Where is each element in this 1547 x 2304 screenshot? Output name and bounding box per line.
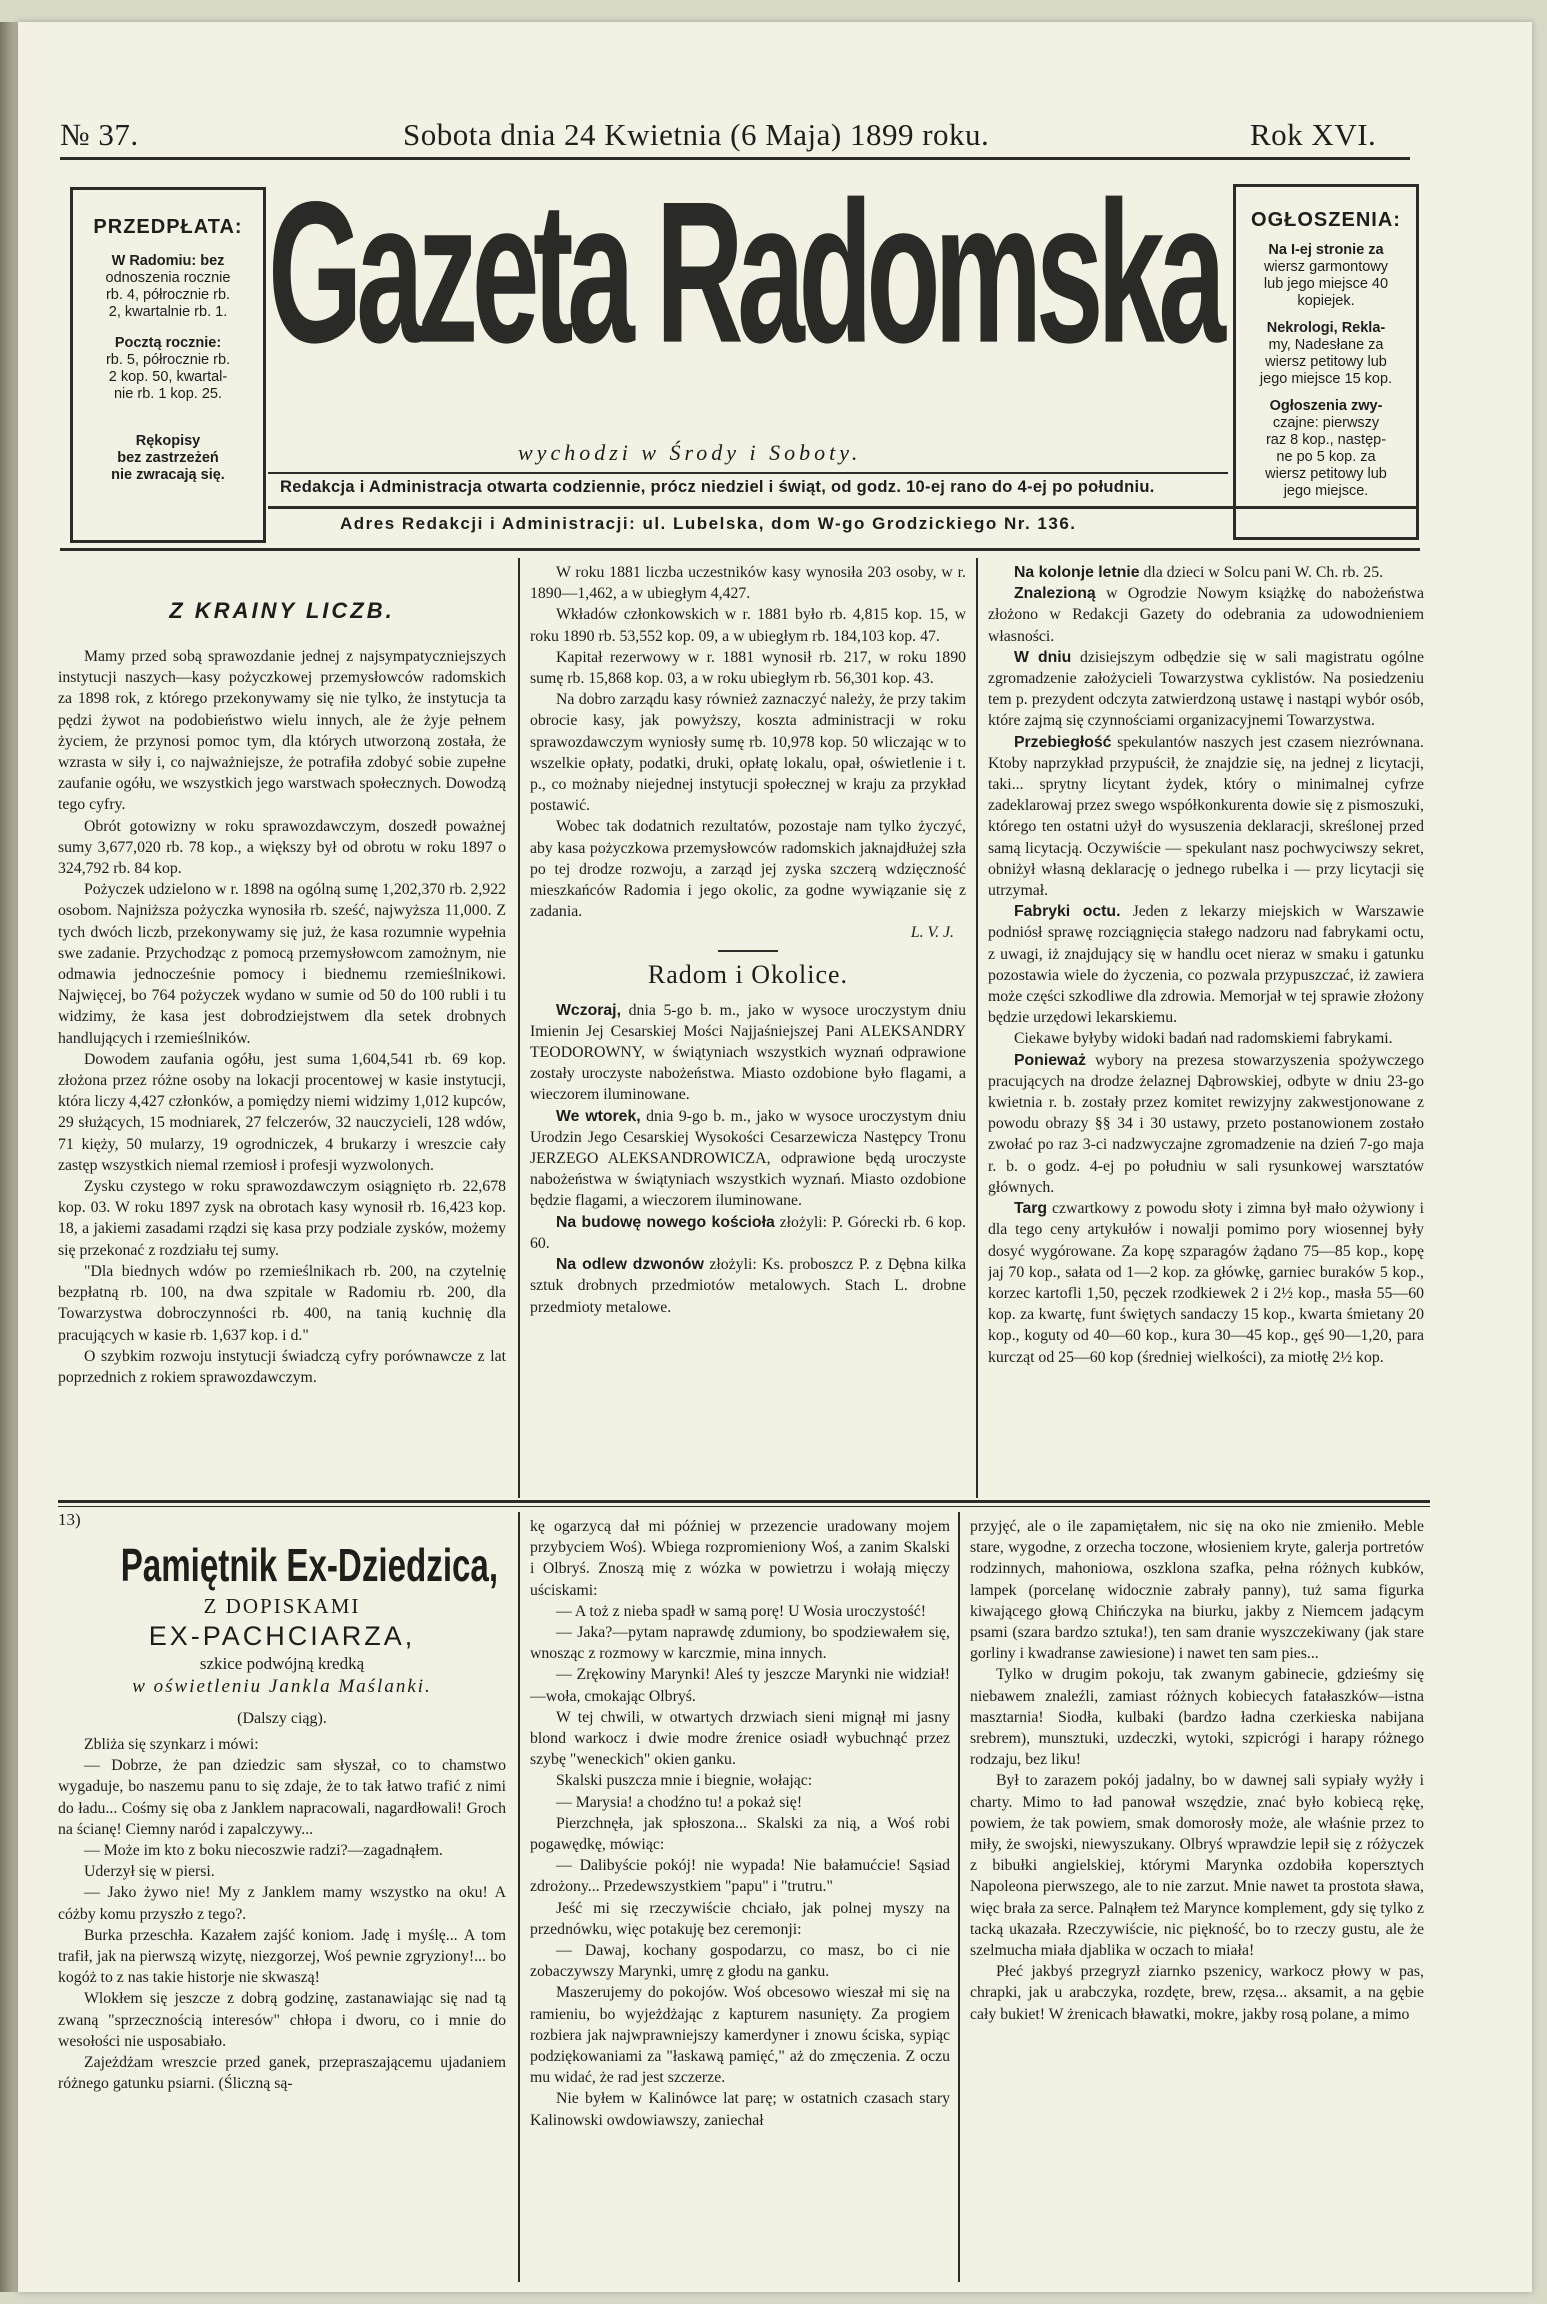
news-text: dzisiejszym odbędzie się w sali magistratu ogólne zgromadzenie założycieli Towarzystwa cyklistów. Na posiedzeniu tem p. prezydent odczyta zatwierdzoną ustawę i nastąpi wybór osób, które zajmą się czynnościami organizacyjnemi Towarzystwa. <box>988 648 1424 730</box>
feuilleton-paragraph: — Dalibyście pokój! nie wypada! Nie bałamućcie! Sąsiad zdrożony... Przedewszystkiem "papu" i "trutru." <box>530 1857 950 1896</box>
column-rule <box>976 558 978 1498</box>
feuilleton-paragraph: W tej chwili, w otwartych drzwiach sieni mignął mi jasny blond warkocz i dwie modre źrenice osiadł wybuchnąć przez szybę "weneckich" okien ganku. <box>530 1708 950 1769</box>
advertising-line: ne po 5 kop. za <box>1276 449 1376 465</box>
subscription-line: odnoszenia rocznie <box>105 270 231 286</box>
advertising-line: my, Nadesłane za <box>1268 337 1384 353</box>
article-paragraph: Obrót gotowizny w roku sprawozdawczym, doszedł poważnej sumy 3,677,020 rb. 78 kop., a większy był od obrotu w roku 1897 o 324,792 rb. 84 kop. <box>58 817 506 878</box>
news-text: czwartkowy z powodu słoty i zimna był mało ożywiony i dla tego ceny artykułów i nowalji pomimo pory wiosennej były dosyć wygórowane. Za kopę szparagów żądano 75—85 kop., kopę jaj 70 kop., sałata od 1—2 kop. za główkę, garniec buraków 5 kop., korzec kartofli 1,50, pęczek rzodkiewek 2 i 2½ kop., masła 55—60 kop. za kwartę, funt świętych sandaczy 15 kop., kwarta śmietany 20 kop., koguty od 40—60 kop., kura 30—45 kop., gęś 90—1,20, para kurcząt od 25—60 kop (średniej wielkości), za miotłę 2½ kop. <box>988 1200 1424 1366</box>
feuilleton-paragraph: Skalski puszcza mnie i biegnie, wołając: <box>556 1772 813 1790</box>
article-paragraph: O szybkim rozwoju instytucji świadczą cyfry porównawcze z lat poprzednich z rokiem sprawozdawczym. <box>58 1347 506 1386</box>
feuilleton-paragraph: — Jaka?—pytam naprawdę zdumiony, bo spodziewałem się, wnosząc z rozmowy w karczmie, mina innych. <box>530 1624 950 1663</box>
article-paragraph: Zysku czystego w roku sprawozdawczym osiągnięto rb. 22,678 kop. 03. W roku 1897 zysk na obrotach kasy wynosił rb. 16,423 kop. 18, a jakiemi zasadami rządzi się kasa przy podziale zysków, możemy się przekonać z rozdziału tej sumy. <box>58 1178 506 1259</box>
feuilleton-paragraph: Płeć jakbyś przegryzł ziarnko pszenicy, warkocz płowy w pas, chrapki, jak u arabczyka, rozdęte, brew, rzęsa... aksamit, a na gębie cały bukiet! W żrenicach bławatki, mokre, jakby rosą polane, a mimo <box>970 1963 1424 2023</box>
news-lead: Przebiegłość <box>1014 733 1112 751</box>
subscription-line: rb. 4, półrocznie rb. <box>105 287 231 303</box>
feuilleton-paragraph: — Dawaj, kochany gospodarzu, co masz, bo ci nie zobaczywszy Marynki, umrę z głodu na ganku. <box>530 1942 950 1981</box>
article-paragraph: W roku 1881 liczba uczestników kasy wynosiła 203 osoby, w r. 1890—1,462, a w ubiegłym 4,427. <box>530 564 966 603</box>
article-paragraph: Wobec tak dodatnich rezultatów, pozostaje nam tylko życzyć, aby kasa pożyczkowa przemysłowców radomskich jaknajdłużej szła po tej drodze rozwoju, a zarząd jej zyska szczerą wdzięczność mieszkańców Radomia i jego okolic, za godne wywiązanie się z zadania. <box>530 818 966 921</box>
article-divider <box>718 950 778 952</box>
feuilleton-paragraph: — Dobrze, że pan dziedzic sam słyszał, co to chamstwo wygaduje, bo naszemu panu to się zdaje, że to tak łatwo trafić z nimi do ładu... Cośmy się oba z Janklem napracowali, nagardłowali! Groch na ścianę! Ciemny naród i zapalczywy... <box>58 1757 506 1838</box>
subscription-heading: PRZEDPŁATA: <box>93 216 243 238</box>
subscription-line: Pocztą rocznie: <box>114 335 222 351</box>
advertising-line: Na I-ej stronie za <box>1268 242 1384 258</box>
article-paragraph: Na dobro zarządu kasy również zaznaczyć należy, że przy takim obrocie kasy, jak powyższy, koszta administracji w roku sprawozdawczym wyniosły sumę rb. 10,978 kop. 50 wliczając w to wszelkie opłaty, podatki, druki, opłatę lokalu, opał, oświetlenie i t. p., co możnaby niejednej instytucji społecznej w kraju za przykład postawić. <box>530 691 966 815</box>
feuilleton-rule-thin <box>58 1506 1430 1507</box>
news-lead: We wtorek, <box>556 1107 641 1125</box>
subscription-line: nie rb. 1 kop. 25. <box>113 386 222 402</box>
column-rule <box>518 1512 520 2282</box>
news-lead: W dniu <box>1014 648 1072 666</box>
header-bottom-rule <box>60 548 1420 551</box>
subscription-box <box>70 187 266 543</box>
feuilleton-paragraph: kę ogarzycą dał mi później w przezencie uradowany mojem przybyciem Woś). Wbiega rozpromieniony Woś, a zanim Skalski i Olbryś. Znoszą mię z wózka w powietrzu i wołają mięczy uściskami: <box>530 1518 950 1599</box>
masthead-tagline: wychodzi w Środy i Soboty. <box>518 440 862 465</box>
issue-date: Sobota dnia 24 Kwietnia (6 Maja) 1899 roku. <box>403 117 990 152</box>
subscription-line: Rękopisy <box>135 433 201 449</box>
masthead-rule <box>268 472 1228 474</box>
feuilleton-paragraph: Wlokłem się jeszcze z dobrą godzinę, zastanawiając się nad tą zwaną "sprzecznością interesów" chłopa i dworu, co i mnie do wesołości nie usposabiało. <box>58 1990 506 2050</box>
feuilleton-column-2 <box>530 1516 950 2282</box>
article-column-2 <box>530 562 966 1494</box>
article-paragraph: Mamy przed sobą sprawozdanie jednej z najsympatyczniejszych instytucji naszych—kasy pożyczkowej przemysłowców radomskich za 1898 rok, z którego przekonywamy się nie tylko, że instytucja ta pędzi żywot na podobieństwo wielu innych, ale że żyje pełnem życiem, że przynosi pomoc tym, dla których utworzoną została, że wzrasta w siły i, co najważniejsze, że potrafiła zdobyć sobie zupełne zaufanie ogółu, we wszystkich jego warstwach społecznych. Dowodzą tego cyfry. <box>58 648 506 814</box>
advertising-line: lub jego miejsce 40 <box>1263 276 1389 292</box>
feuilleton-paragraph: Zajeżdżam wreszcie przed ganek, przepraszającemu ujadaniem różnego gatunku psiarni. (Śliczną są- <box>58 2054 506 2093</box>
feuilleton-paragraph: Burka przeschła. Kazałem zajść koniom. Jadę i myślę... A tom trafił, jak na pierwszą wizytę, niezgorzej, Woś pewnie zgryziony!... bo kogóż to z nas takie historje nie skwaszą! <box>58 1926 506 1987</box>
news-text: dnia 9-go b. m., jako w wysoce uroczystym dniu Urodzin Jego Cesarskiej Wysokości Cesarzewicza Następcy Tronu JERZEGO ALEKSANDROWICZA, odprawione będą uroczyste nabożeństwa w świątyniach wszystkich wyznań. Miasto ozdobione będzie flagami, a wieczorem iluminowane. <box>530 1107 966 1210</box>
masthead-title: Gazeta Radomska <box>268 160 1220 386</box>
news-text: Ciekawe byłyby widoki badań nad radomskiemi fabrykami. <box>1014 1030 1393 1048</box>
advertising-box <box>1233 184 1419 540</box>
advertising-line: jego miejsce. <box>1283 483 1369 499</box>
article-paragraph: Kapitał rezerwowy w r. 1881 wynosił rb. 217, w roku 1890 sumę rb. 15,868 kop. 03, a w roku ubiegłym rb. 56,301 kop. 43. <box>530 648 966 688</box>
feuilleton-paragraph: — A toż z nieba spadł w samą porę! U Wosia uroczystość! <box>556 1602 927 1620</box>
office-hours: Redakcja i Administracja otwarta codziennie, prócz niedziel i świąt, od godz. 10-ej rano do 4-ej po południu. <box>280 478 1155 496</box>
column-rule <box>518 558 520 1498</box>
feuilleton-paragraph: przyjęć, ale o ile zapamiętałem, nic się na oko nie zmieniło. Meble stare, wygodne, z orzecha toczone, włosieniem kryte, galerja portretów rodzinnych, mahoniowa, oszklona szafka, pełna różnych kubków, lampek (porcelanę widocznie zabrały panny), tuż sama figurka kiwającego głową Chińczyka na biurku, jakby z Niemcem jadącym psami (szara bardzo sztuka!), ten sam dranie wyszczekiwany (jak stare gorliny i kwadranse zawiesione) i nawet ten sam pies... <box>970 1518 1424 1663</box>
feuilleton-paragraph: Tylko w drugim pokoju, tak zwanym gabinecie, gdzieśmy się niebawem znaleźli, zamiast różnych kobiecych fatałaszków—istna masztarnia! Siodła, kulbaki (bardzo ładna czerkieska nabijana srebrem), munsztuki, uzdeczki, wytoki, szpicrógi i harapy różnego rodzaju, bez liku! <box>970 1666 1424 1769</box>
feuilleton-paragraph: Uderzył się w piersi. <box>84 1863 215 1881</box>
advertising-line: kopiejek. <box>1297 293 1355 309</box>
advertising-line: raz 8 kop., następ- <box>1265 432 1387 448</box>
news-text: Jeden z lekarzy miejskich w Warszawie podniósł sprawę rozciągnięcia stałego nadzoru nad fabrykami octu, z uwagi, iż znajdujący się w handlu ocet nieraz w smaku i gatunku pozostawia wiele do życzenia, co pozwala przypuszczać, iż zawiera może części szkodliwe dla zdrowia. Memorjał w tej sprawie złożony będzie urzędowi lekarskiemu. <box>988 903 1424 1027</box>
subscription-line: rb. 5, półrocznie rb. <box>105 352 231 368</box>
article-paragraph: Wkładów członkowskich w r. 1881 było rb. 4,815 kop. 15, w roku 1890 rb. 53,552 kop. 09, a w ubiegłym rb. 184,103 kop. 47. <box>530 606 966 645</box>
news-text: w Ogrodzie Nowym książkę do nabożeństwa złożono w Redakcji Gazety do odebrania za udowodnieniem własności. <box>988 585 1424 645</box>
news-lead: Wczoraj, <box>556 1001 621 1019</box>
advertising-line: jego miejsce 15 kop. <box>1259 371 1393 387</box>
subscription-line: W Radomiu: bez <box>111 253 225 269</box>
feuilleton-paragraph: Maszerujemy do pokojów. Woś obcesowo wieszał mi się na ramieniu, bo wyjeżdżając z kapturem nasunięty. Za progiem rozbiera jak najwprawniejszy kamerdyner i znowu ściska, sypiąc podziękowaniami za "łaskawą pamięć," aż do zmęczenia. Z oczu mu widać, że rad jest szczerze. <box>530 1984 950 2087</box>
news-lead: Fabryki octu. <box>1014 903 1121 921</box>
feuilleton-paragraph: — Marysia! a chodźno tu! a pokaż się! <box>556 1793 803 1811</box>
feuilleton-rule <box>58 1500 1430 1503</box>
editorial-address: Adres Redakcji i Administracji: ul. Lubelska, dom W-go Grodzickiego Nr. 136. <box>340 514 1077 533</box>
article-paragraph: Dowodem zaufania ogółu, jest suma 1,604,541 rb. 69 kop. złożona przez różne osoby na lokacji procentowej w kasie instytucji, która liczy 4,427 członków, a pomiędzy niemi widzimy 1,012 kupców, 29 służących, 15 modniarek, 27 felczerów, 32 nauczycieli, 128 wdów, 71 kięży, 50 mularzy, 19 ogrodniczek, 4 brukarzy i wreszcie cały zastęp wszystkich niemal rzemiosł i profesji wyzwolonych. <box>58 1050 506 1174</box>
news-lead: Na odlew dzwonów <box>556 1256 704 1274</box>
advertising-line: wiersz petitowy lub <box>1265 354 1387 370</box>
advertising-heading: OGŁOSZENIA: <box>1251 209 1401 231</box>
feuilleton-column-3 <box>970 1516 1424 2282</box>
feuilleton-subtitle: EX-PACHCIARZA, <box>148 1621 416 1651</box>
advertising-line: Ogłoszenia zwy- <box>1269 398 1383 414</box>
article-paragraph: "Dla biednych wdów po rzemieślnikach rb. 200, na czytelnię bezpłatną rb. 100, na dwa szpitale w Radomiu rb. 200, dla Towarzystwa dobroczynności rb. 400, na tanią kuchnię dla pracujących w kasie rb. 1,637 kop. i d." <box>58 1262 506 1344</box>
feuilleton-continued: (Dalszy ciąg). <box>237 1710 327 1727</box>
volume-year: Rok XVI. <box>1250 117 1377 152</box>
feuilleton-column-1 <box>58 1510 506 2282</box>
feuilleton-paragraph: — Może im kto z boku niecoszwie radzi?—zagadnąłem. <box>84 1842 443 1860</box>
news-text: złożyli: Ks. proboszcz P. z Dębna kilka sztuk drobnych przedmiotów metalowych. Stach L. drobne przedmioty metalowe. <box>530 1256 966 1316</box>
issue-number: № 37. <box>60 117 139 152</box>
subscription-line: 2, kwartalnie rb. 1. <box>108 304 228 320</box>
feuilleton-title: Pamiętnik Ex-Dziedzica, <box>120 1539 499 1591</box>
feuilleton-paragraph: Zbliża się szynkarz i mówi: <box>84 1736 259 1753</box>
feuilleton-paragraph: — Zrękowiny Marynki! Aleś ty jeszcze Marynki nie widział!—woła, cmokając Olbryś. <box>530 1666 950 1705</box>
news-text: dla dzieci w Solcu pani W. Ch. rb. 25. <box>1143 564 1384 581</box>
subscription-line: 2 kop. 50, kwartal- <box>108 369 228 385</box>
article-column-1 <box>58 582 506 1494</box>
feuilleton-paragraph: Pierzchnęła, jak spłoszona... Skalski za nią, a Woś robi pogawędkę, mówiąc: <box>530 1814 950 1854</box>
page-binding-edge <box>0 22 18 2292</box>
news-text: wybory na prezesa stowarzyszenia spożywczego pracujących na drodze żelaznej Dąbrowskiej, odbyte w dniu 23-go kwietnia r. b. zostały przez komitet rewizyjny zakwestjonowane z powodu obrazy §§ 34 i 30 ustawy, przeto postanowionem zostało zwołać po raz 3-ci nadzwyczajne zgromadzenie na dzień 7-go maja r. b. o godz. 4-ej po południu w sali rysunkowej warsztatów głównych. <box>988 1051 1424 1196</box>
article-signature: L. V. J. <box>910 924 954 942</box>
subscription-line: bez zastrzeżeń <box>117 450 219 466</box>
newspaper-page <box>18 22 1532 2292</box>
news-lead: Znalezioną <box>1014 585 1096 603</box>
feuilleton-paragraph: Jeść mi się rzeczywiście chciało, jak polnej myszy na przednówku, więc potakuję bez ceremonji: <box>530 1899 950 1938</box>
feuilleton-subtitle: w oświetleniu Jankla Maślanki. <box>132 1676 432 1697</box>
advertising-line: Nekrologi, Rekla- <box>1266 320 1386 336</box>
article-paragraph: Pożyczek udzielono w r. 1898 na ogólną sumę 1,202,370 rb. 2,922 osobom. Najniższa pożyczka wynosiła rb. sześć, najwyższa 11,000. Z tych dwóch liczb, przekonywamy się już, że kasa rozumnie wypełnia swe zadanie. Przychodząc z pomocą przemysłowcom zamożnym, nie odmawia jednocześnie pomocy i biednemu rzemieślnikowi. Najwięcej, bo 764 pożyczek wydano w sumie od 50 do 100 rubli i tu widzimy, że kasa jest dobrodziejstwem dla setek drobnych handlujących i rzemieślników. <box>58 881 506 1047</box>
article-column-3 <box>988 562 1424 1494</box>
feuilleton-subtitle: Z DOPISKAMI <box>203 1594 361 1618</box>
advertising-line: czajne: pierwszy <box>1272 415 1380 431</box>
news-lead: Na budowę nowego kościoła <box>556 1213 775 1231</box>
advertising-line: wiersz garmontowy <box>1263 259 1389 275</box>
section-title: Radom i Okolice. <box>647 959 849 989</box>
news-lead: Ponieważ <box>1014 1051 1086 1069</box>
feuilleton-paragraph: Nie byłem w Kalinówce lat parę; w ostatnich czasach stary Kalinowski owdowiawszy, zaniechał <box>530 2090 950 2129</box>
column-rule <box>958 1512 960 2282</box>
news-text: złożyli: P. Górecki rb. 6 kop. 60. <box>530 1213 966 1252</box>
feuilleton-subtitle: szkice podwójną kredką <box>199 1654 365 1673</box>
news-text: spekulantów naszych jest czasem niezrównana. Ktoby naprzykład przypuścił, że znajdzie się, na jednej z licytacji, taki... sprytny licytant żydek, który o minimalnej cyfrze zadeklarowaj przez swego współkonkurenta dowie się z pismoszuki, którego ten ostatni użył do wysuszenia deklaracji, skreślonej przed samą licytacją. Oczywiście — spekulant nasz pochwyciwszy sekret, obniżył własną deklarację o jednego rubelka i — przy licytacji się utrzymał. <box>988 733 1424 900</box>
feuilleton-number: 13) <box>58 1510 81 1529</box>
article-heading: Z KRAINY LICZB. <box>169 598 395 623</box>
advertising-line: wiersz petitowy lub <box>1265 466 1387 482</box>
news-lead: Targ <box>1014 1200 1048 1218</box>
news-text: dnia 5-go b. m., jako w wysoce uroczystym dniu Imienin Jej Cesarskiej Mości Najjaśniejszej Pani ALEKSANDRY TEODOROWNY, w świątyniach wszystkich wyznań odprawione zostały uroczyste nabożeństwa. Miasto ozdobione było flagami, a wieczorem iluminowane. <box>530 1001 966 1104</box>
news-lead: Na kolonje letnie <box>1014 564 1140 581</box>
subscription-line: nie zwracają się. <box>111 467 225 483</box>
feuilleton-paragraph: Był to zarazem pokój jadalny, bo w dawnej sali sypiały wyżły i charty. Mimo to ład panował wszędzie, znać było kobiecą rękę, powiem, że tak powiem, smak domorosły może, ale właśnie przez to miły, że swojski, niewyszukany. Olbryś wprawdzie lepił się z różyczek z bibułki angielskiej, którymi Marynka ozdobiła kopersztych Napoleona pierwszego, ale to nie zarzut. Mnie nawet ta prostota sława, więc brała za serce. Palnąłem też Marynce komplement, gdy się tylko z tacką ukazała. Rzeczywiście, nic piękność, bo to rzeczy gustu, ale że szelmucha miała djablika w oczach to miała! <box>970 1772 1424 1960</box>
feuilleton-paragraph: — Jako żywo nie! My z Janklem mamy wszystko na oku! A cóżby komu przyszło z tego?. <box>58 1884 506 1923</box>
